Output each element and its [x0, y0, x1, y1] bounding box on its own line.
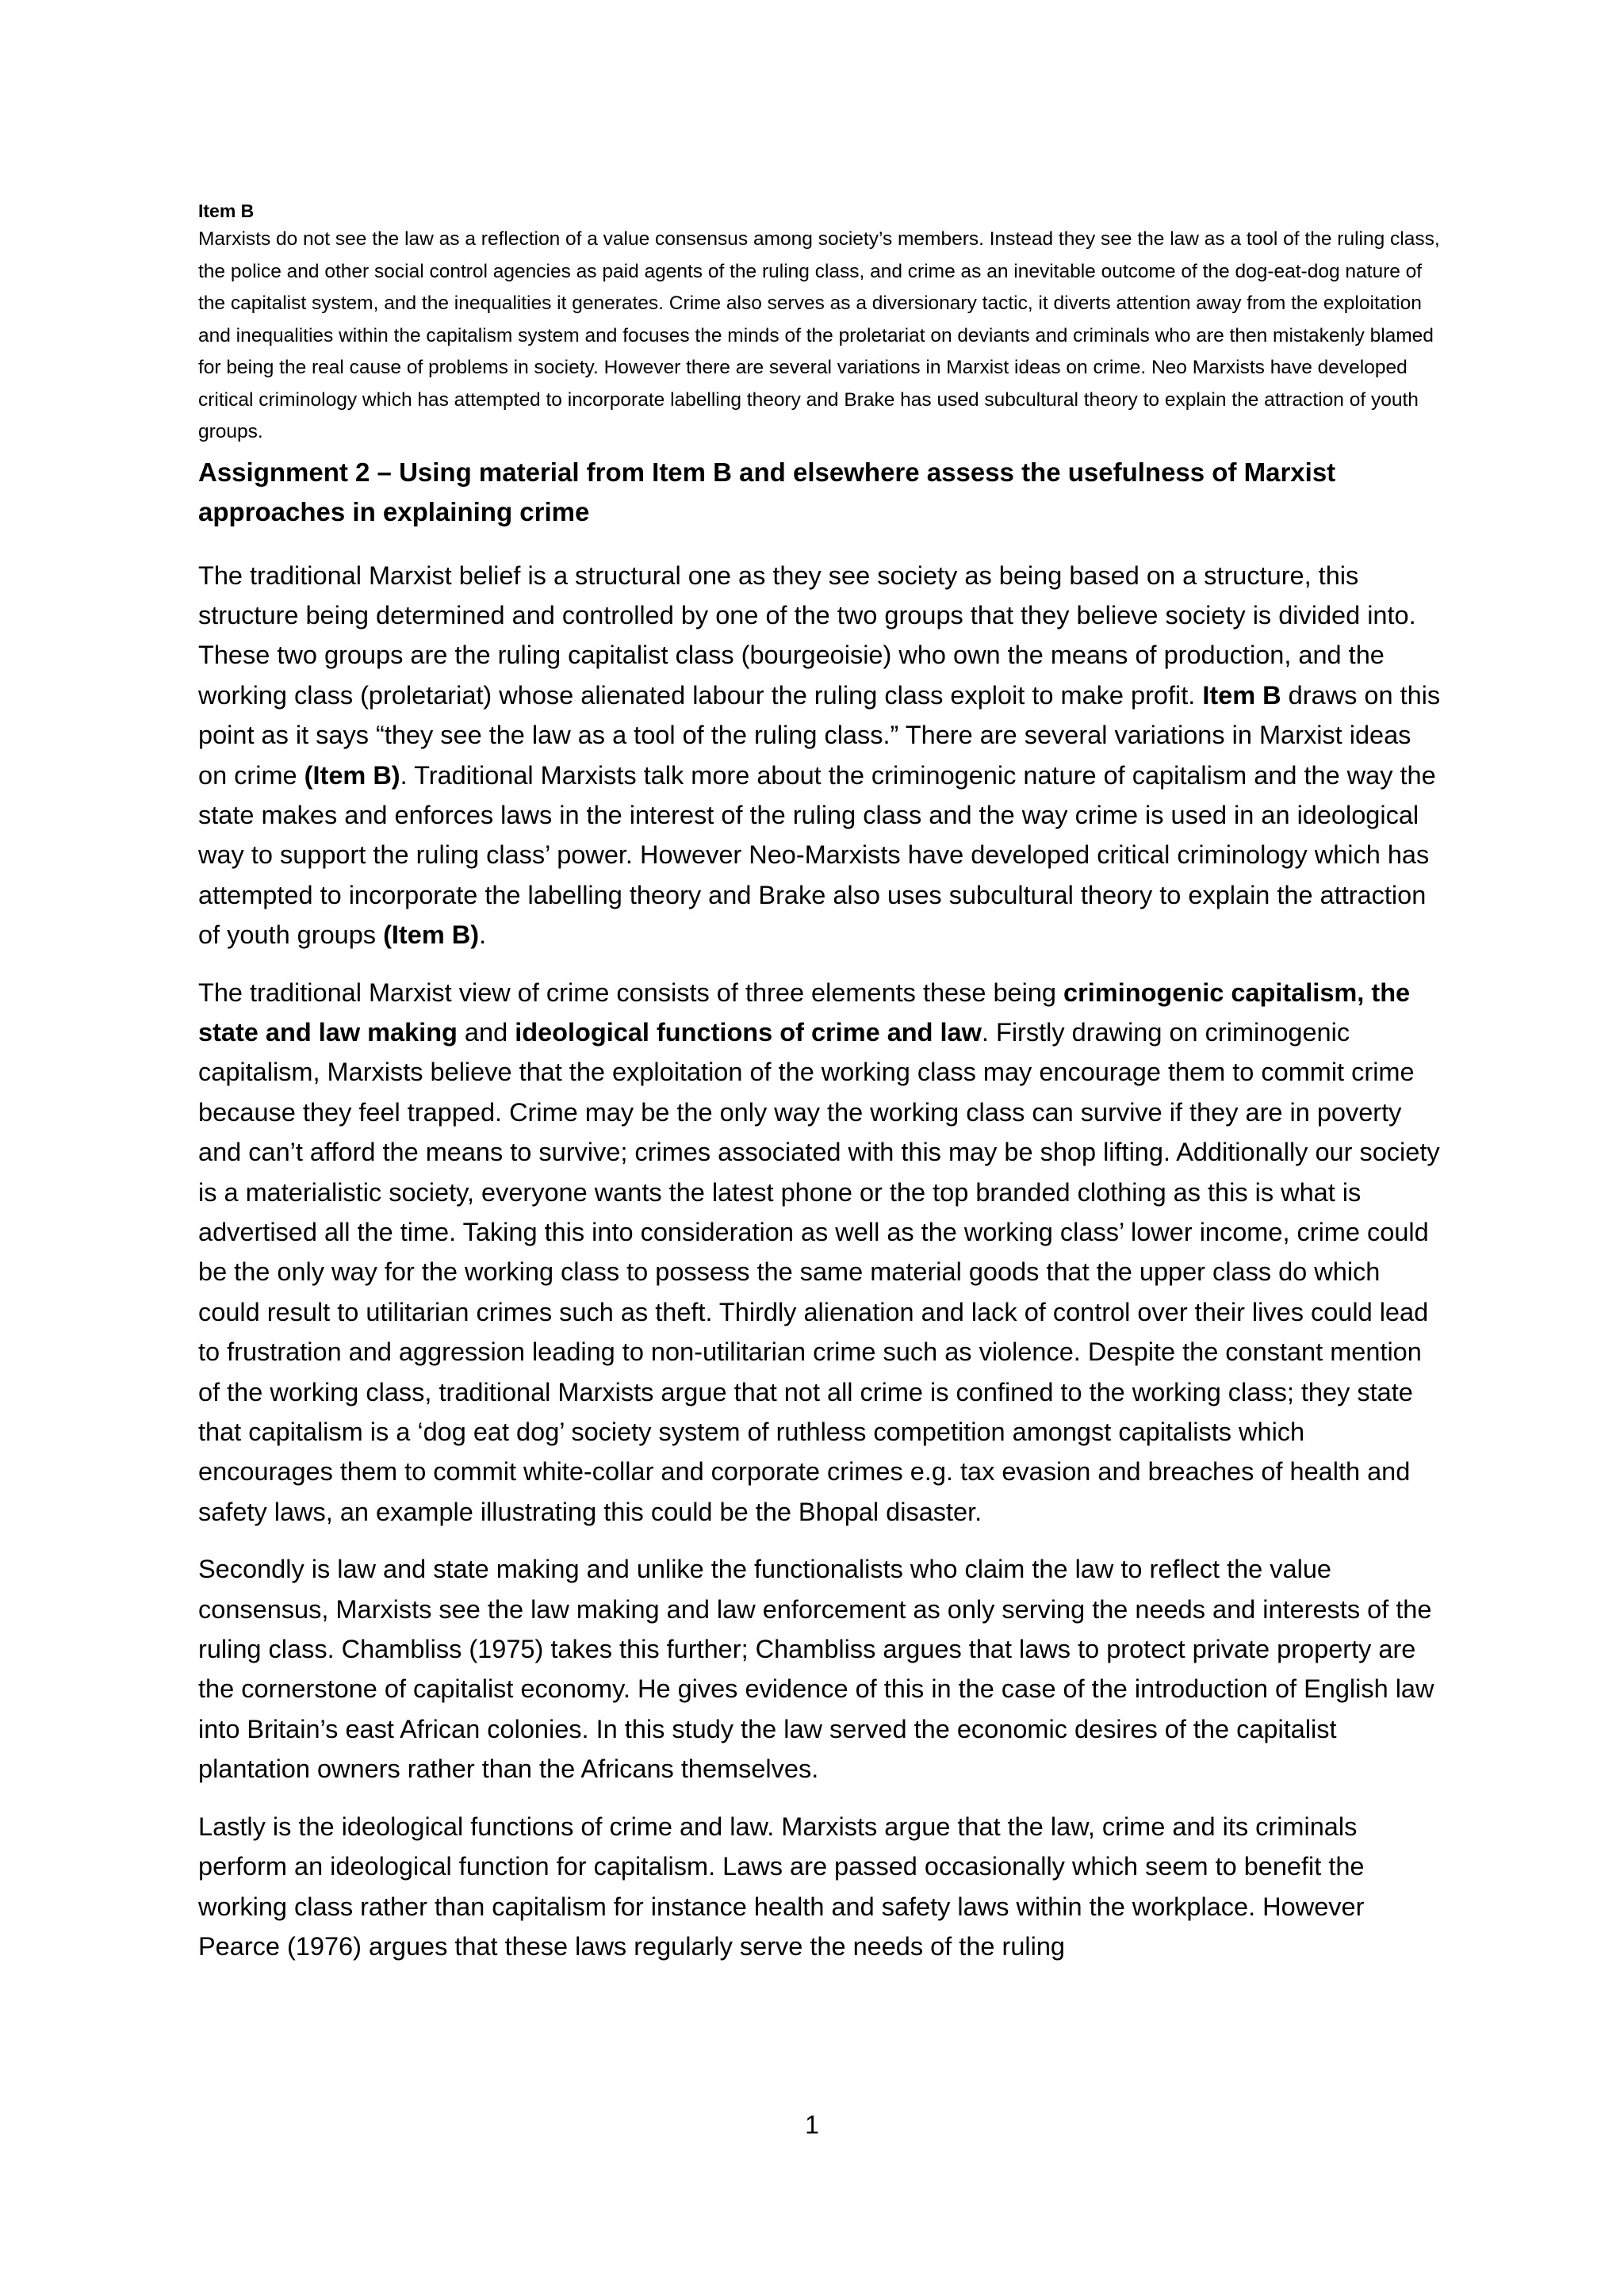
- paragraph-2: [198, 973, 1443, 1533]
- item-b-heading: Item B: [198, 201, 255, 221]
- paragraph-1-text-1: The traditional Marxist belief is a structural one as they see society as being based on a structure, this structure being determined and controlled by one of the two groups that they believe society is divided into. These two groups are the ruling capitalist class (bourgeoisie) who own the means of production, and the working class (proletariat) whose alienated labour the ruling class exploit to make profit.: [198, 561, 1416, 710]
- paragraph-1-bold-2: (Item B): [304, 760, 400, 790]
- paragraph-1: [198, 556, 1443, 955]
- paragraph-4-text-1: Lastly is the ideological functions of crime and law. Marxists argue that the law, crime and its criminals perform an ideological function for capitalism. Laws are passed occasionally which seem to benefit the working class rather than capitalism for instance health and safety laws within the workplace. However Pearce (1976) argues that these laws regularly serve the needs of the ruling: [198, 1812, 1365, 1961]
- paragraph-1-text-4: .: [479, 920, 487, 950]
- paragraph-1-text-2: draws on this point as it says “they see the law as a tool of the ruling class.” There are several variations in Marxist ideas on crime: [198, 680, 1441, 790]
- paragraph-3-text-1: Secondly is law and state making and unlike the functionalists who claim the law to reflect the value consensus, Marxists see the law making and law enforcement as only serving the needs and interests of the ruling class. Chambliss (1975) takes this further; Chambliss argues that laws to protect private property are the cornerstone of capitalist economy. He gives evidence of this in the case of the introduction of English law into Britain’s east African colonies. In this study the law served the economic desires of the capitalist plantation owners rather than the Africans themselves.: [198, 1555, 1434, 1784]
- page-number: 1: [805, 2110, 819, 2139]
- assignment-title: Assignment 2 – Using material from Item B and elsewhere assess the usefulness of Marxist approaches in explaining crime: [198, 457, 1336, 526]
- paragraph-2-text-2: and: [457, 1017, 515, 1047]
- paragraph-4: [198, 1807, 1443, 1967]
- paragraph-2-bold-2: ideological functions of crime and law: [515, 1017, 982, 1047]
- paragraph-2-text-3: . Firstly drawing on criminogenic capitalism, Marxists believe that the exploitation of the working class may encourage them to commit crime because they feel trapped. Crime may be the only way the working class can survive if they are in poverty and can’t afford the means to survive; crimes associated with this may be shop lifting. Additionally our society is a materialistic society, everyone wants the latest phone or the top branded clothing as this is what is advertised all the time. Taking this into consideration as well as the working class’ lower income, crime could be the only way for the working class to possess the same material goods that the upper class do which could result to utilitarian crimes such as theft. Thirdly alienation and lack of control over their lives could lead to frustration and aggression leading to non-utilitarian crime such as violence. Despite the constant mention of the working class, traditional Marxists argue that not all crime is confined to the working class; they state that capitalism is a ‘dog eat dog’ society system of ruthless competition amongst capitalists which encourages them to commit white-collar and corporate crimes e.g. tax evasion and breaches of health and safety laws, an example illustrating this could be the Bhopal disaster.: [198, 1017, 1440, 1526]
- page-content: [198, 198, 1443, 1966]
- paragraph-1-text-3: . Traditional Marxists talk more about the criminogenic nature of capitalism and the way the state makes and enforces laws in the interest of the ruling class and the way crime is used in an ideological way to support the ruling class’ power. However Neo-Marxists have developed critical criminology which has attempted to incorporate the labelling theory and Brake also uses subcultural theory to explain the attraction of youth groups: [198, 760, 1436, 950]
- paragraph-2-bold-1: criminogenic capitalism, the state and law making: [198, 978, 1411, 1047]
- paragraph-2-text-1: The traditional Marxist view of crime consists of three elements these being: [198, 978, 1064, 1007]
- paragraph-3: [198, 1549, 1443, 1789]
- paragraph-1-bold-1: Item B: [1202, 680, 1281, 710]
- paragraph-1-bold-3: (Item B): [383, 920, 480, 950]
- item-b-text: Marxists do not see the law as a reflection of a value consensus among society’s members. Instead they see the law as a tool of the ruling class, the police and other social control agencies as paid agents of the ruling class, and crime as an inevitable outcome of the dog-eat-dog nature of the capitalist system, and the inequalities it generates. Crime also serves as a diversionary tactic, it diverts attention away from the exploitation and inequalities within the capitalism system and focuses the minds of the proletariat on deviants and criminals who are then mistakenly blamed for being the real cause of problems in society. However there are several variations in Marxist ideas on crime. Neo Marxists have developed critical criminology which has attempted to incorporate labelling theory and Brake has used subcultural theory to explain the attraction of youth groups.: [198, 228, 1440, 442]
